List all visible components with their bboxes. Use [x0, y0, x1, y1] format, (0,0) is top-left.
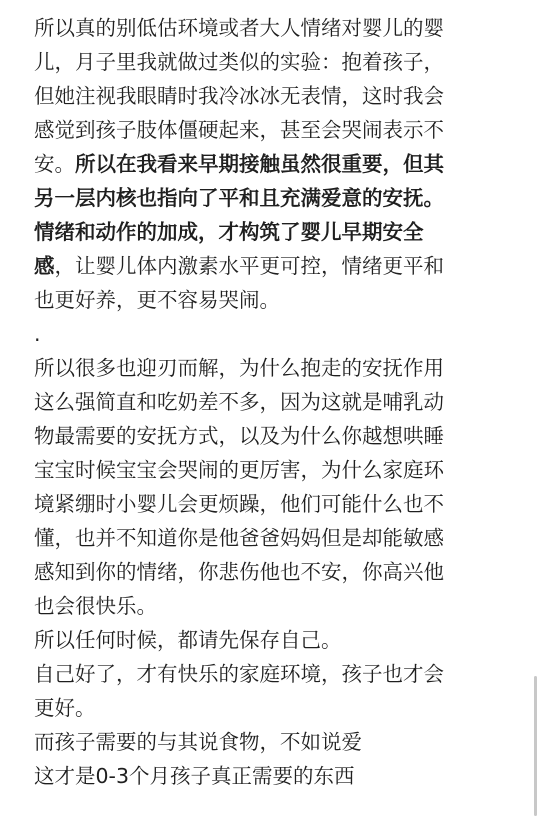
text-line [34, 113, 514, 147]
text-line [34, 215, 514, 249]
text-line [34, 317, 514, 351]
text-line [34, 521, 514, 555]
text-segment: 感知到你的情绪，你悲伤他也不安，你高兴他 [34, 560, 444, 584]
text-line [34, 725, 514, 759]
text-line [34, 147, 514, 181]
text-segment: 这么强简直和吃奶差不多，因为这就是哺乳动 [34, 390, 444, 414]
text-line [34, 691, 514, 725]
paragraph [34, 657, 514, 725]
text-segment: 也会很快乐。 [34, 594, 157, 618]
paragraph [34, 725, 514, 759]
text-line [34, 657, 514, 691]
text-segment: 所以真的别低估环境或者大人情绪对婴儿的婴 [34, 16, 444, 40]
text-line [34, 283, 514, 317]
text-segment: 安。 [34, 152, 75, 176]
text-line [34, 623, 514, 657]
text-line [34, 181, 514, 215]
text-line [34, 385, 514, 419]
paragraph [34, 759, 514, 793]
text-segment: . [34, 322, 41, 346]
text-segment: 所以任何时候，都请先保存自己。 [34, 628, 342, 652]
paragraph [34, 623, 514, 657]
scroll-indicator[interactable] [534, 676, 537, 816]
text-segment: 自己好了，才有快乐的家庭环境，孩子也才会 [34, 662, 444, 686]
text-line [34, 79, 514, 113]
text-segment: 但她注视我眼睛时我冷冰冰无表情，这时我会 [34, 84, 444, 108]
text-segment: 感觉到孩子肢体僵硬起来，甚至会哭闹表示不 [34, 118, 444, 142]
text-segment: 懂，也并不知道你是他爸爸妈妈但是却能敏感 [34, 526, 444, 550]
text-segment: 而孩子需要的与其说食物，不如说爱 [34, 730, 362, 754]
text-segment: ，让婴儿体内激素水平更可控，情绪更平和 [54, 254, 444, 278]
text-line [34, 351, 514, 385]
article-body [34, 11, 514, 793]
text-segment: 物最需要的安抚方式，以及为什么你越想哄睡 [34, 424, 444, 448]
bold-text-segment: 情绪和动作的加成，才构筑了婴儿早期安全 [34, 220, 424, 244]
paragraph [34, 317, 514, 351]
bold-text-segment: 感 [34, 254, 55, 278]
paragraph [34, 11, 514, 317]
text-line [34, 249, 514, 283]
text-line [34, 419, 514, 453]
text-line [34, 589, 514, 623]
text-line [34, 555, 514, 589]
text-segment: 宝宝时候宝宝会哭闹的更厉害，为什么家庭环 [34, 458, 444, 482]
text-segment: 这才是0-3个月孩子真正需要的东西 [34, 764, 355, 788]
text-line [34, 45, 514, 79]
text-segment: 所以很多也迎刃而解，为什么抱走的安抚作用 [34, 356, 444, 380]
text-line [34, 11, 514, 45]
text-segment: 境紧绷时小婴儿会更烦躁，他们可能什么也不 [34, 492, 444, 516]
text-line [34, 487, 514, 521]
text-segment: 更好。 [34, 696, 96, 720]
paragraph [34, 351, 514, 623]
text-line [34, 453, 514, 487]
bold-text-segment: 所以在我看来早期接触虽然很重要，但其 [75, 152, 444, 176]
text-segment: 也更好养，更不容易哭闹。 [34, 288, 280, 312]
bold-text-segment: 另一层内核也指向了平和且充满爱意的安抚。 [34, 186, 444, 210]
text-line [34, 759, 514, 793]
text-segment: 儿，月子里我就做过类似的实验：抱着孩子， [34, 50, 444, 74]
